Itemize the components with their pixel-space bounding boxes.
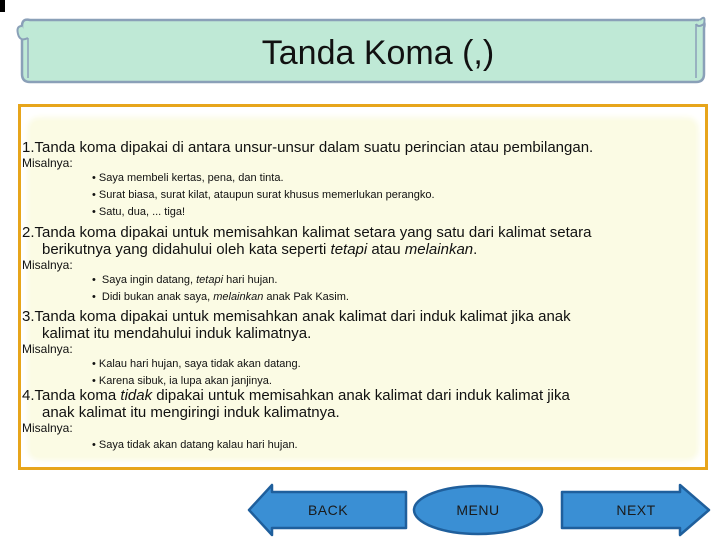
next-label: NEXT [616,502,656,518]
page-title: Tanda Koma (,) [261,34,495,72]
menu-button[interactable] [410,482,546,538]
rule-3-number: 3. [22,308,35,325]
rule-4-line1-post: dipakai untuk memisahkan anak kalimat dari induk kalimat jika [152,387,570,404]
rule-4 [22,387,672,404]
rule-1-example-2: • Surat biasa, surat kilat, ataupun surat khusus memerlukan perangko. [92,189,435,201]
rule-1 [22,139,672,156]
rule-2-example-2-em: melainkan [213,291,264,303]
rule-4-line1-em: tidak [120,387,153,404]
rule-3-text-line2: kalimat itu mendahului induk kalimatnya. [42,325,312,342]
rule-2-line2-post: . [473,241,478,258]
rule-2-line2-pre: berikutnya yang didahului oleh kata seperti [42,241,331,258]
title-banner [14,16,706,86]
rule-3-example-1: • Kalau hari hujan, saya tidak akan datang. [92,358,301,370]
rule-2-example-2-post: anak Pak Kasim. [263,291,349,303]
rule-1-number: 1. [22,139,35,156]
rule-2-line2-em2: melainkan [404,241,474,258]
rule-4-example-label: Misalnya: [22,421,73,435]
rule-2-example-1 [92,274,277,286]
next-button[interactable] [560,482,712,538]
rule-2-example-1-post: hari hujan. [223,274,278,286]
rule-2-example-2-pre: Didi bukan anak saya, [101,291,214,303]
rule-2 [22,224,672,241]
rule-3 [22,308,672,325]
rule-1-example-1: • Saya membeli kertas, pena, dan tinta. [92,172,284,184]
rule-2-example-2 [92,291,349,303]
rule-4-example-1: • Saya tidak akan datang kalau hari hujan. [92,439,298,451]
rule-2-example-label: Misalnya: [22,258,73,272]
back-label: BACK [307,502,349,518]
rule-2-line2-mid: atau [367,241,405,258]
menu-label: MENU [456,502,500,518]
rule-2-example-1-em: tetapi [196,274,224,286]
rule-2-line2-em1: tetapi [330,241,368,258]
rule-3-example-2: • Karena sibuk, ia lupa akan janjinya. [92,375,272,387]
rule-4-text-line2: anak kalimat itu mengiringi induk kalimatnya. [42,404,340,421]
rule-2-number: 2. [22,224,35,241]
rule-2-line2 [42,241,672,258]
rule-2-text-line1: Tanda koma dipakai untuk memisahkan kalimat setara yang satu dari kalimat setara [34,224,592,241]
rule-1-example-label: Misalnya: [22,156,73,170]
back-button[interactable] [246,482,410,538]
rule-3-text-line1: Tanda koma dipakai untuk memisahkan anak kalimat dari induk kalimat jika anak [34,308,571,325]
corner-mark [0,0,5,12]
rule-2-example-1-pre: Saya ingin datang, [101,274,197,286]
rule-3-example-label: Misalnya: [22,342,73,356]
rule-4-line1-pre: Tanda koma [34,387,121,404]
rule-1-text: Tanda koma dipakai di antara unsur-unsur dalam suatu perincian atau pembilangan. [34,139,594,156]
rule-1-example-3: • Satu, dua, ... tiga! [92,206,185,218]
rule-4-number: 4. [22,387,35,404]
